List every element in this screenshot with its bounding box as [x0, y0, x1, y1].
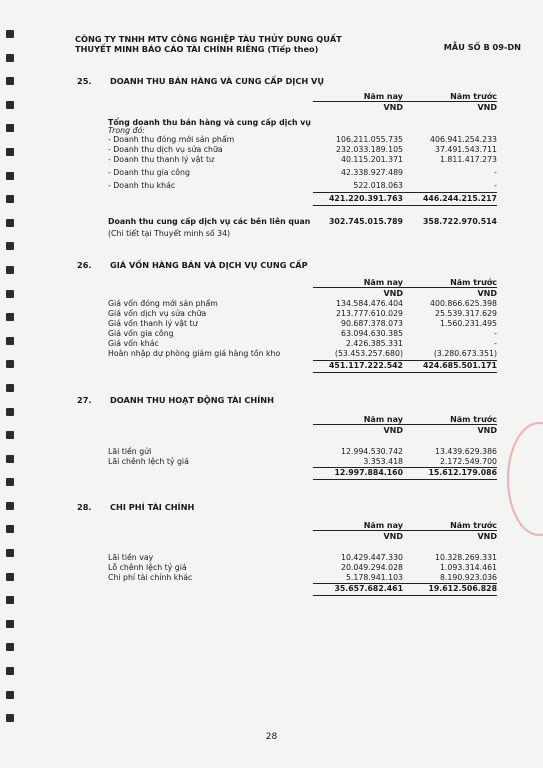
total-row: 421.220.391.763 446.244.215.217 — [329, 194, 497, 203]
table-row: Lãi chênh lệch tỷ giá 3.353.418 2.172.549.700 — [108, 457, 497, 466]
divider — [313, 372, 497, 373]
of-which-label: Trong đó: — [108, 126, 145, 135]
report-subtitle: THUYẾT MINH BÁO CÁO TÀI CHÍNH RIÊNG (Tiếp theo) — [75, 44, 319, 54]
table-row: Lãi tiền vay 10.429.447.330 10.328.269.331 — [108, 553, 497, 562]
column-header-prior: Năm trước — [450, 521, 497, 530]
divider — [313, 205, 497, 206]
unit-label: VND — [477, 532, 497, 541]
row-label: Tổng doanh thu bán hàng và cung cấp dịch vụ — [108, 118, 311, 127]
table-row: Giá vốn đóng mới sản phẩm 134.584.476.404 400.866.625.398 — [108, 299, 497, 308]
divider — [313, 287, 497, 288]
column-header-prior: Năm trước — [450, 415, 497, 424]
table-row: Giá vốn thanh lý vật tư 90.687.378.073 1.560.231.495 — [108, 319, 497, 328]
divider — [313, 479, 497, 480]
company-name: CÔNG TY TNHH MTV CÔNG NGHIỆP TÀU THỦY DUNG QUẤT — [75, 34, 342, 44]
total-row: 451.117.222.542 424.685.501.171 — [329, 361, 497, 370]
total-row: 35.657.682.461 19.612.506.828 — [334, 584, 497, 593]
related-party-row: Doanh thu cung cấp dịch vụ các bên liên quan 302.745.015.789 358.722.970.514 — [108, 217, 497, 226]
unit-label: VND — [383, 532, 403, 541]
column-header-current: Năm nay — [363, 415, 403, 424]
section-number: 28. — [77, 502, 92, 512]
column-header-current: Năm nay — [363, 92, 403, 101]
table-row: - Doanh thu khác 522.018.063 - — [108, 181, 497, 190]
section-number: 27. — [77, 395, 92, 405]
section-number: 26. — [77, 260, 92, 270]
unit-label: VND — [477, 289, 497, 298]
page-number: 28 — [265, 732, 278, 742]
table-row: - Doanh thu thanh lý vật tư 40.115.201.371 1.811.417.273 — [108, 155, 497, 164]
divider — [313, 595, 497, 596]
divider — [313, 101, 497, 102]
table-row: - Doanh thu gia công 42.338.927.489 - — [108, 168, 497, 177]
divider — [313, 530, 497, 531]
company-seal — [507, 422, 543, 536]
related-party-note: (Chi tiết tại Thuyết minh số 34) — [108, 229, 231, 238]
total-row: 12.997.884.160 15.612.179.086 — [334, 468, 497, 477]
table-row: - Doanh thu dịch vụ sửa chữa 232.033.189.105 37.491.543.711 — [108, 145, 497, 154]
table-row: Hoàn nhập dự phòng giảm giá hàng tồn kho (53.453.257.680) (3.280.673.351) — [108, 349, 497, 358]
column-header-current: Năm nay — [363, 521, 403, 530]
divider — [313, 192, 497, 193]
unit-label: VND — [477, 103, 497, 112]
table-row: Giá vốn gia công 63.094.630.385 - — [108, 329, 497, 338]
table-row: Giá vốn dịch vụ sửa chữa 213.777.610.029 25.539.317.629 — [108, 309, 497, 318]
table-row: - Doanh thu đóng mới sản phẩm 106.211.055.735 406.941.254.233 — [108, 135, 497, 144]
table-row: Lãi tiền gửi 12.994.530.742 13.439.629.386 — [108, 447, 497, 456]
column-header-current: Năm nay — [363, 278, 403, 287]
divider — [313, 424, 497, 425]
section-title: DOANH THU HOẠT ĐỘNG TÀI CHÍNH — [110, 395, 274, 405]
unit-label: VND — [383, 426, 403, 435]
unit-label: VND — [383, 289, 403, 298]
section-title: GIÁ VỐN HÀNG BÁN VÀ DỊCH VỤ CUNG CẤP — [110, 260, 308, 270]
table-row: Lỗ chênh lệch tỷ giá 20.049.294.028 1.093.314.461 — [108, 563, 497, 572]
unit-label: VND — [477, 426, 497, 435]
section-number: 25. — [77, 76, 92, 86]
table-row: Chi phí tài chính khác 5.178.941.103 8.190.923.036 — [108, 573, 497, 582]
section-title: DOANH THU BÁN HÀNG VÀ CUNG CẤP DỊCH VỤ — [110, 76, 325, 86]
section-title: CHI PHÍ TÀI CHÍNH — [110, 502, 195, 512]
column-header-prior: Năm trước — [450, 92, 497, 101]
page-header — [75, 34, 342, 54]
form-code: MẪU SỐ B 09-DN — [443, 42, 521, 52]
table-row: Giá vốn khác 2.426.385.331 - — [108, 339, 497, 348]
unit-label: VND — [383, 103, 403, 112]
column-header-prior: Năm trước — [450, 278, 497, 287]
